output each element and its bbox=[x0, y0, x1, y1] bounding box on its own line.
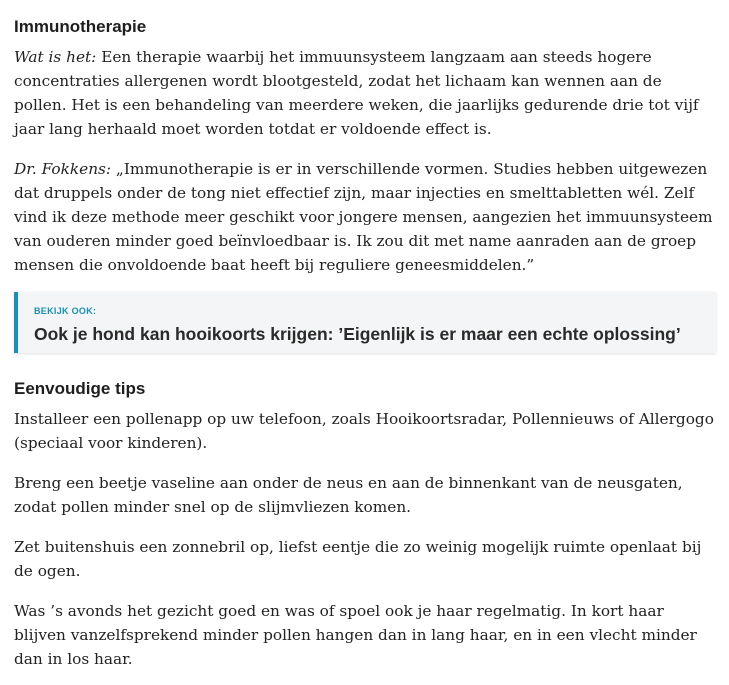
tip-paragraph: Installeer een pollenapp op uw telefoon, zoals Hooikoortsradar, Pollennieuws of Allergogo (speciaal voor kinderen). bbox=[14, 410, 714, 452]
section-heading-immunotherapie: Immunotherapie bbox=[14, 17, 147, 36]
section-heading-eenvoudige-tips: Eenvoudige tips bbox=[14, 379, 146, 398]
paragraph-dr-fokkens-quote bbox=[14, 157, 719, 277]
tip-paragraph: Zet buitenshuis een zonnebril op, liefst eentje die zo weinig mogelijk ruimte openlaat bij de ogen. bbox=[14, 538, 702, 580]
see-also-headline-link[interactable]: Ook je hond kan hooikoorts krijgen: ’Eigenlijk is er maar een echte oplossing’ bbox=[34, 324, 681, 344]
see-also-kicker: BEKIJK OOK: bbox=[34, 306, 97, 316]
paragraph-text: „Immunotherapie is er in verschillende vormen. Studies hebben uitgewezen dat druppels onder de tong niet effectief zijn, maar injecties en smelttabletten wél. Zelf vind ik deze methode meer geschikt voor jongere mensen, aangezien het immuunsysteem van ouderen minder goed beïnvloedbaar is. Ik zou dit met name aanraden aan de groep mensen die onvoldoende baat heeft bij reguliere geneesmiddelen.” bbox=[14, 160, 713, 274]
paragraph-lead: Wat is het: bbox=[14, 48, 97, 66]
tip-paragraph: Breng een beetje vaseline aan onder de neus en aan de binnenkant van de neusgaten, zodat pollen minder snel op de slijmvliezen komen. bbox=[14, 474, 683, 516]
paragraph-wat-is-het bbox=[14, 45, 719, 141]
paragraph-text: Een therapie waarbij het immuunsysteem langzaam aan steeds hogere concentraties allergenen wordt blootgesteld, zodat het lichaam kan wennen aan de pollen. Het is een behandeling van meerdere weken, die jaarlijks gedurende drie tot vijf jaar lang herhaald moet worden totdat er voldoende effect is. bbox=[14, 48, 699, 138]
see-also-link-box[interactable] bbox=[14, 292, 716, 353]
tip-paragraph: Was ’s avonds het gezicht goed en was of spoel ook je haar regelmatig. In kort haar blijven vanzelfsprekend minder pollen hangen dan in lang haar, en in een vlecht minder dan in los haar. bbox=[14, 602, 697, 668]
paragraph-lead: Dr. Fokkens: bbox=[14, 160, 112, 178]
